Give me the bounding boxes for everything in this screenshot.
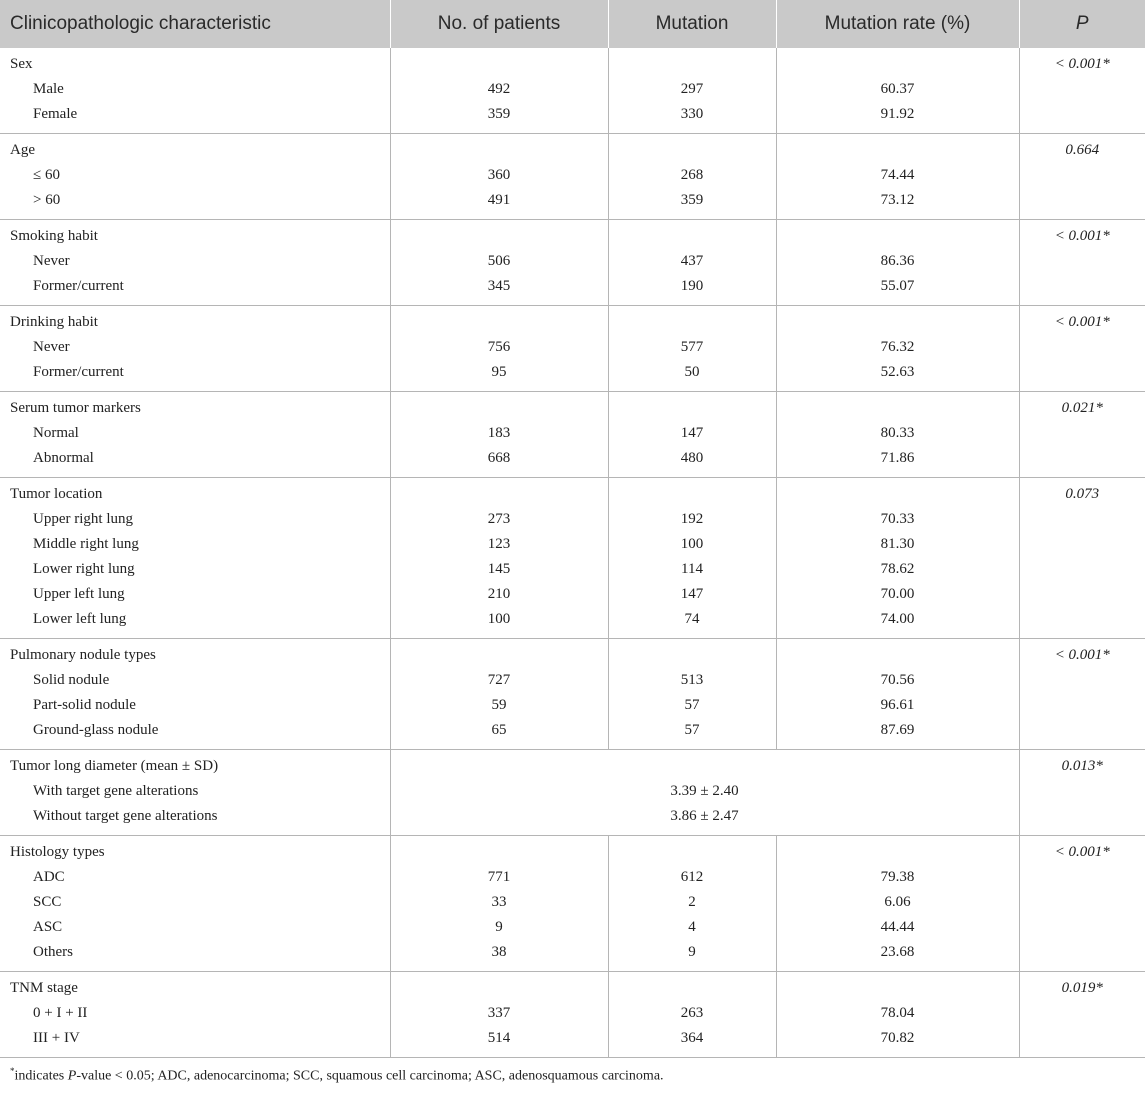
mutation-value: 359	[680, 192, 704, 208]
table-row	[0, 392, 1145, 478]
subcategory-label: Lower right lung	[33, 561, 135, 577]
cell-patients	[390, 972, 608, 1058]
cell-characteristic	[0, 392, 390, 478]
cell-mutation	[608, 972, 776, 1058]
table-row	[0, 639, 1145, 750]
rate-value: 78.04	[880, 1005, 915, 1021]
table-row	[0, 478, 1145, 639]
table-row	[0, 134, 1145, 220]
group-4	[0, 392, 1145, 478]
group-1	[0, 134, 1145, 220]
rate-value: 81.30	[880, 536, 915, 552]
cell-mutation	[608, 639, 776, 750]
patients-value: 59	[491, 697, 507, 713]
mutation-value: 192	[680, 511, 704, 527]
subcategory-label: ≤ 60	[33, 167, 60, 183]
p-value: 0.073	[1065, 486, 1100, 502]
spacer	[609, 52, 776, 77]
table-footnote	[0, 1058, 1145, 1085]
category-label: Serum tumor markers	[10, 400, 141, 416]
patients-value: 100	[487, 611, 511, 627]
p-value: 0.019*	[1061, 980, 1103, 996]
patients-value: 33	[491, 894, 507, 910]
cell-mutation	[608, 220, 776, 306]
spacer	[777, 840, 1019, 865]
cell-mutation	[608, 836, 776, 972]
spacer	[609, 138, 776, 163]
spacer	[609, 224, 776, 249]
patients-value: 727	[487, 672, 511, 688]
p-value: < 0.001*	[1054, 314, 1110, 330]
cell-rate	[776, 478, 1019, 639]
rate-value: 86.36	[880, 253, 915, 269]
cell-p	[1019, 134, 1145, 220]
subcategory-label: Male	[33, 81, 64, 97]
mutation-value: 147	[680, 586, 704, 602]
cell-mutation	[608, 306, 776, 392]
header-mutation: Mutation	[608, 0, 776, 48]
spacer	[609, 643, 776, 668]
cell-p	[1019, 972, 1145, 1058]
header-patients: No. of patients	[390, 0, 608, 48]
subcategory-label: SCC	[33, 894, 62, 910]
cell-patients	[390, 134, 608, 220]
mutation-value: 9	[688, 944, 696, 960]
rate-value: 91.92	[880, 106, 915, 122]
spacer	[391, 310, 608, 335]
category-label: Tumor long diameter (mean ± SD)	[10, 758, 219, 774]
mutation-value: 147	[680, 425, 704, 441]
patients-value: 492	[487, 81, 511, 97]
rate-value: 74.44	[880, 167, 915, 183]
p-value: < 0.001*	[1054, 647, 1110, 663]
table-row	[0, 836, 1145, 972]
cell-characteristic	[0, 306, 390, 392]
table-row	[0, 306, 1145, 392]
rate-value: 23.68	[880, 944, 915, 960]
header-p: P	[1019, 0, 1145, 48]
spacer	[609, 840, 776, 865]
subcategory-label: Upper right lung	[33, 511, 133, 527]
footnote-post: -value < 0.05; ADC, adenocarcinoma; SCC, squamous cell carcinoma; ASC, adenosquamous carcinoma.	[76, 1068, 664, 1084]
cell-characteristic	[0, 836, 390, 972]
category-label: TNM stage	[10, 980, 78, 996]
category-label: Age	[10, 142, 35, 158]
rate-value: 70.00	[880, 586, 915, 602]
patients-value: 514	[487, 1030, 511, 1046]
mutation-value: 437	[680, 253, 704, 269]
cell-rate	[776, 392, 1019, 478]
p-value: < 0.001*	[1054, 228, 1110, 244]
patients-value: 65	[491, 722, 507, 738]
subcategory-label: Others	[33, 944, 73, 960]
cell-patients	[390, 392, 608, 478]
patients-value: 668	[487, 450, 511, 466]
patients-value: 183	[487, 425, 511, 441]
rate-value: 55.07	[880, 278, 915, 294]
spacer	[777, 224, 1019, 249]
mutation-value: 268	[680, 167, 704, 183]
subcategory-label: Upper left lung	[33, 586, 125, 602]
header-characteristic: Clinicopathologic characteristic	[0, 0, 390, 48]
group-2	[0, 220, 1145, 306]
subcategory-label: > 60	[33, 192, 61, 208]
patients-value: 95	[491, 364, 507, 380]
cell-patients	[390, 220, 608, 306]
cell-characteristic	[0, 220, 390, 306]
subcategory-label: Former/current	[33, 364, 124, 380]
spacer	[609, 310, 776, 335]
mutation-value: 297	[680, 81, 704, 97]
mutation-value: 4	[688, 919, 696, 935]
subcategory-label: Female	[33, 106, 78, 122]
cell-rate	[776, 220, 1019, 306]
rate-value: 60.37	[880, 81, 915, 97]
subcategory-label: ADC	[33, 869, 65, 885]
subcategory-label: ASC	[33, 919, 63, 935]
cell-p	[1019, 639, 1145, 750]
mutation-value: 50	[684, 364, 700, 380]
group-5	[0, 478, 1145, 639]
cell-rate	[776, 306, 1019, 392]
patients-value: 145	[487, 561, 511, 577]
cell-p	[1019, 478, 1145, 639]
spacer	[777, 138, 1019, 163]
cell-rate	[776, 972, 1019, 1058]
table-row	[0, 750, 1145, 836]
cell-rate	[776, 836, 1019, 972]
mutation-value: 100	[680, 536, 704, 552]
cell-mutation	[608, 134, 776, 220]
group-diameter	[0, 750, 1145, 836]
mutation-value: 480	[680, 450, 704, 466]
subcategory-label: Lower left lung	[33, 611, 127, 627]
spacer	[391, 52, 608, 77]
group-8	[0, 972, 1145, 1058]
mutation-value: 612	[680, 869, 704, 885]
cell-p	[1019, 392, 1145, 478]
mutation-value: 330	[680, 106, 704, 122]
subcategory-label: Solid nodule	[33, 672, 110, 688]
spacer	[777, 643, 1019, 668]
table-row	[0, 972, 1145, 1058]
p-value: 0.664	[1065, 142, 1100, 158]
category-label: Smoking habit	[10, 228, 98, 244]
spacer	[391, 643, 608, 668]
rate-value: 79.38	[880, 869, 915, 885]
p-value: < 0.001*	[1054, 844, 1110, 860]
mutation-value: 74	[684, 611, 700, 627]
mutation-value: 57	[684, 722, 700, 738]
footnote-p: P	[67, 1068, 77, 1084]
spacer	[391, 840, 608, 865]
patients-value: 38	[491, 944, 507, 960]
category-label: Sex	[10, 56, 33, 72]
cell-patients	[390, 306, 608, 392]
header-rate: Mutation rate (%)	[776, 0, 1019, 48]
mutation-value: 577	[680, 339, 704, 355]
patients-value: 491	[487, 192, 511, 208]
footnote-marker: *	[10, 1066, 15, 1076]
rate-value: 73.12	[880, 192, 915, 208]
subcategory-label: Normal	[33, 425, 79, 441]
mutation-value: 57	[684, 697, 700, 713]
spacer	[391, 482, 608, 507]
category-label: Histology types	[10, 844, 105, 860]
subcategory-label: Part-solid nodule	[33, 697, 136, 713]
cell-mutation	[608, 48, 776, 134]
cell-p	[1019, 306, 1145, 392]
patients-value: 9	[495, 919, 503, 935]
rate-value: 78.62	[880, 561, 915, 577]
mutation-value: 364	[680, 1030, 704, 1046]
cell-characteristic	[0, 972, 390, 1058]
subcategory-label: Never	[33, 339, 70, 355]
subcategory-label: Middle right lung	[33, 536, 139, 552]
spacer	[777, 482, 1019, 507]
group-6	[0, 639, 1145, 750]
rate-value: 70.33	[880, 511, 915, 527]
mutation-value: 190	[680, 278, 704, 294]
spacer	[777, 52, 1019, 77]
cell-rate	[776, 639, 1019, 750]
spacer	[391, 396, 608, 421]
rate-value: 6.06	[884, 894, 911, 910]
spacer	[777, 396, 1019, 421]
rate-value: 70.56	[880, 672, 915, 688]
cell-p	[1019, 48, 1145, 134]
diameter-value: 3.86 ± 2.47	[670, 808, 739, 824]
cell-merged-diameter	[390, 750, 1019, 836]
cell-patients	[390, 48, 608, 134]
rate-value: 76.32	[880, 339, 915, 355]
subcategory-label: Without target gene alterations	[33, 808, 218, 824]
p-value: < 0.001*	[1054, 56, 1110, 72]
group-0	[0, 48, 1145, 134]
patients-value: 756	[487, 339, 511, 355]
mutation-value: 2	[688, 894, 696, 910]
patients-value: 123	[487, 536, 511, 552]
cell-characteristic	[0, 478, 390, 639]
category-label: Drinking habit	[10, 314, 98, 330]
spacer	[609, 396, 776, 421]
cell-patients	[390, 478, 608, 639]
group-3	[0, 306, 1145, 392]
cell-characteristic	[0, 48, 390, 134]
patients-value: 273	[487, 511, 511, 527]
subcategory-label: 0 + I + II	[33, 1005, 88, 1021]
subcategory-label: Former/current	[33, 278, 124, 294]
rate-value: 74.00	[880, 611, 915, 627]
patients-value: 210	[487, 586, 511, 602]
p-value: 0.013*	[1061, 758, 1103, 774]
cell-rate	[776, 48, 1019, 134]
spacer	[609, 482, 776, 507]
rate-value: 70.82	[880, 1030, 915, 1046]
cell-mutation	[608, 478, 776, 639]
subcategory-label: III + IV	[33, 1030, 80, 1046]
subcategory-label: Abnormal	[33, 450, 94, 466]
rate-value: 71.86	[880, 450, 915, 466]
spacer	[391, 138, 608, 163]
cell-mutation	[608, 392, 776, 478]
cell-characteristic	[0, 639, 390, 750]
cell-p	[1019, 836, 1145, 972]
patients-value: 345	[487, 278, 511, 294]
cell-patients	[390, 639, 608, 750]
cell-p	[1019, 750, 1145, 836]
cell-patients	[390, 836, 608, 972]
patients-value: 359	[487, 106, 511, 122]
rate-value: 44.44	[880, 919, 915, 935]
rate-value: 96.61	[880, 697, 915, 713]
category-label: Pulmonary nodule types	[10, 647, 156, 663]
footnote-pre: indicates	[14, 1068, 68, 1084]
spacer	[391, 224, 608, 249]
table-header	[0, 0, 1145, 48]
rate-value: 80.33	[880, 425, 915, 441]
subcategory-label: Ground-glass nodule	[33, 722, 159, 738]
spacer	[777, 976, 1019, 1001]
cell-p	[1019, 220, 1145, 306]
mutation-value: 513	[680, 672, 704, 688]
group-7	[0, 836, 1145, 972]
category-label: Tumor location	[10, 486, 103, 502]
spacer	[391, 976, 608, 1001]
patients-value: 337	[487, 1005, 511, 1021]
rate-value: 52.63	[880, 364, 915, 380]
spacer	[777, 310, 1019, 335]
table-row	[0, 220, 1145, 306]
spacer	[609, 976, 776, 1001]
diameter-value: 3.39 ± 2.40	[670, 783, 739, 799]
patients-value: 771	[487, 869, 511, 885]
mutation-value: 114	[681, 561, 703, 577]
cell-rate	[776, 134, 1019, 220]
subcategory-label: Never	[33, 253, 70, 269]
table-row	[0, 48, 1145, 134]
patients-value: 360	[487, 167, 511, 183]
cell-characteristic	[0, 134, 390, 220]
rate-value: 87.69	[880, 722, 915, 738]
p-value: 0.021*	[1061, 400, 1103, 416]
mutation-value: 263	[680, 1005, 704, 1021]
spacer	[391, 754, 1019, 779]
patients-value: 506	[487, 253, 511, 269]
cell-characteristic	[0, 750, 390, 836]
subcategory-label: With target gene alterations	[33, 783, 199, 799]
